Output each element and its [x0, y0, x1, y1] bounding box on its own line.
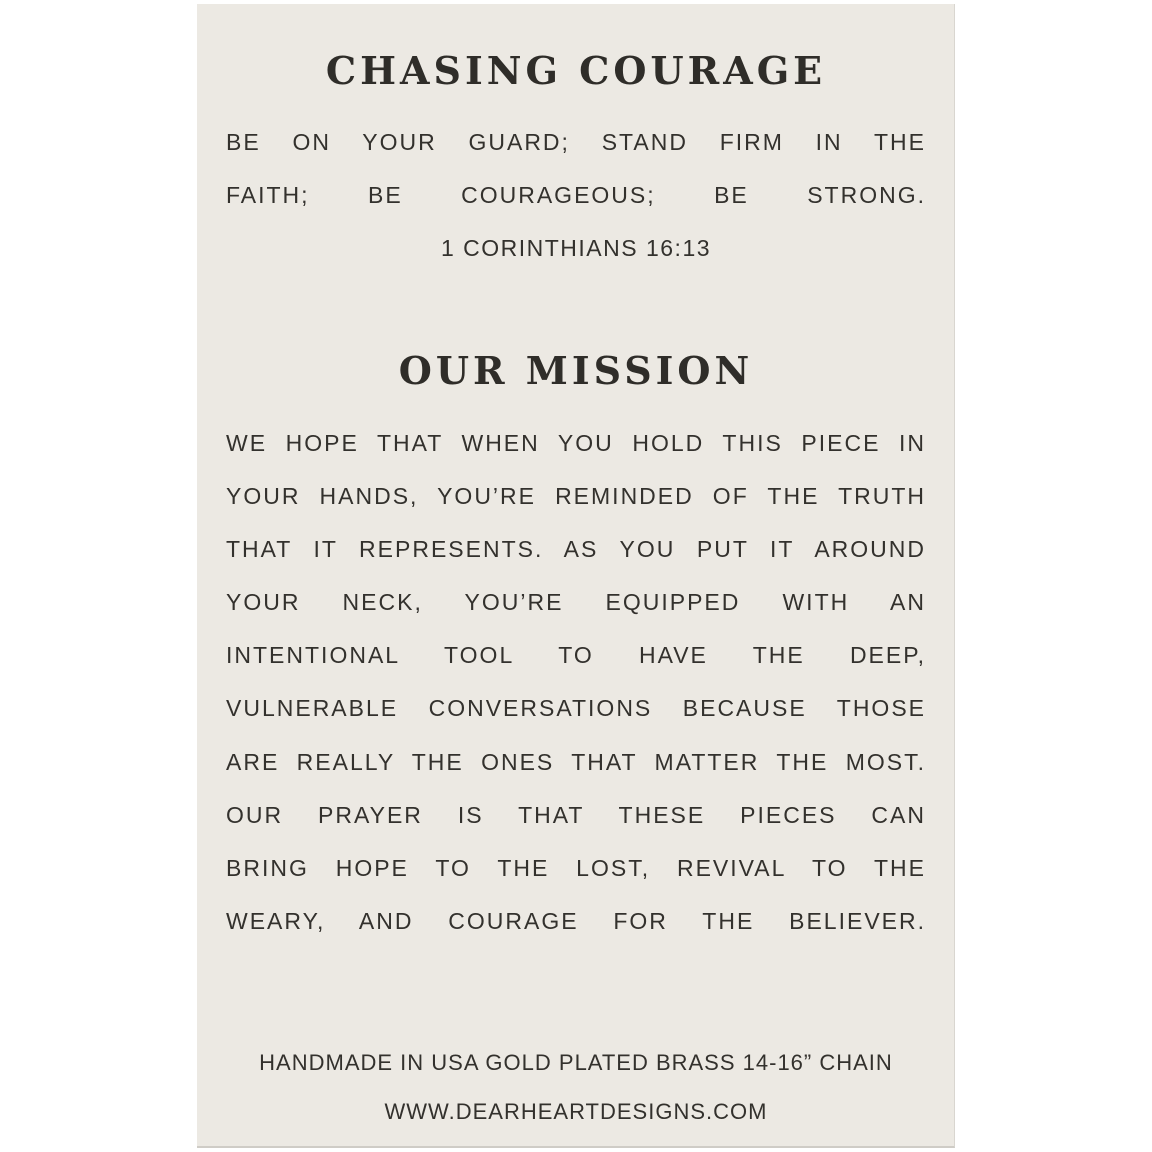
verse-line: FAITH; BE COURAGEOUS; BE STRONG.: [226, 182, 926, 208]
mission-line: WEARY, AND COURAGE FOR THE BELIEVER.: [226, 908, 926, 934]
mission-line: BRING HOPE TO THE LOST, REVIVAL TO THE: [226, 855, 926, 881]
mission-line: OUR PRAYER IS THAT THESE PIECES CAN: [226, 802, 926, 828]
mission-line: YOUR NECK, YOU’RE EQUIPPED WITH AN: [226, 589, 926, 615]
mission-line: THAT IT REPRESENTS. AS YOU PUT IT AROUND: [226, 536, 926, 562]
verse-line: BE ON YOUR GUARD; STAND FIRM IN THE: [226, 129, 926, 155]
mission-line: YOUR HANDS, YOU’RE REMINDED OF THE TRUTH: [226, 483, 926, 509]
product-details: HANDMADE IN USA GOLD PLATED BRASS 14-16” CHAIN: [259, 1050, 893, 1075]
mission-line: VULNERABLE CONVERSATIONS BECAUSE THOSE: [226, 695, 926, 721]
mission-line: ARE REALLY THE ONES THAT MATTER THE MOST.: [226, 749, 926, 775]
mission-heading: OUR MISSION: [398, 348, 754, 393]
website-link[interactable]: WWW.DEARHEARTDESIGNS.COM: [384, 1099, 768, 1124]
card-title: CHASING COURAGE: [325, 48, 827, 93]
mission-line: INTENTIONAL TOOL TO HAVE THE DEEP,: [226, 642, 926, 668]
mission-line: WE HOPE THAT WHEN YOU HOLD THIS PIECE IN: [226, 430, 926, 456]
product-info-card: [197, 4, 955, 1148]
verse-reference: 1 CORINTHIANS 16:13: [440, 235, 712, 261]
